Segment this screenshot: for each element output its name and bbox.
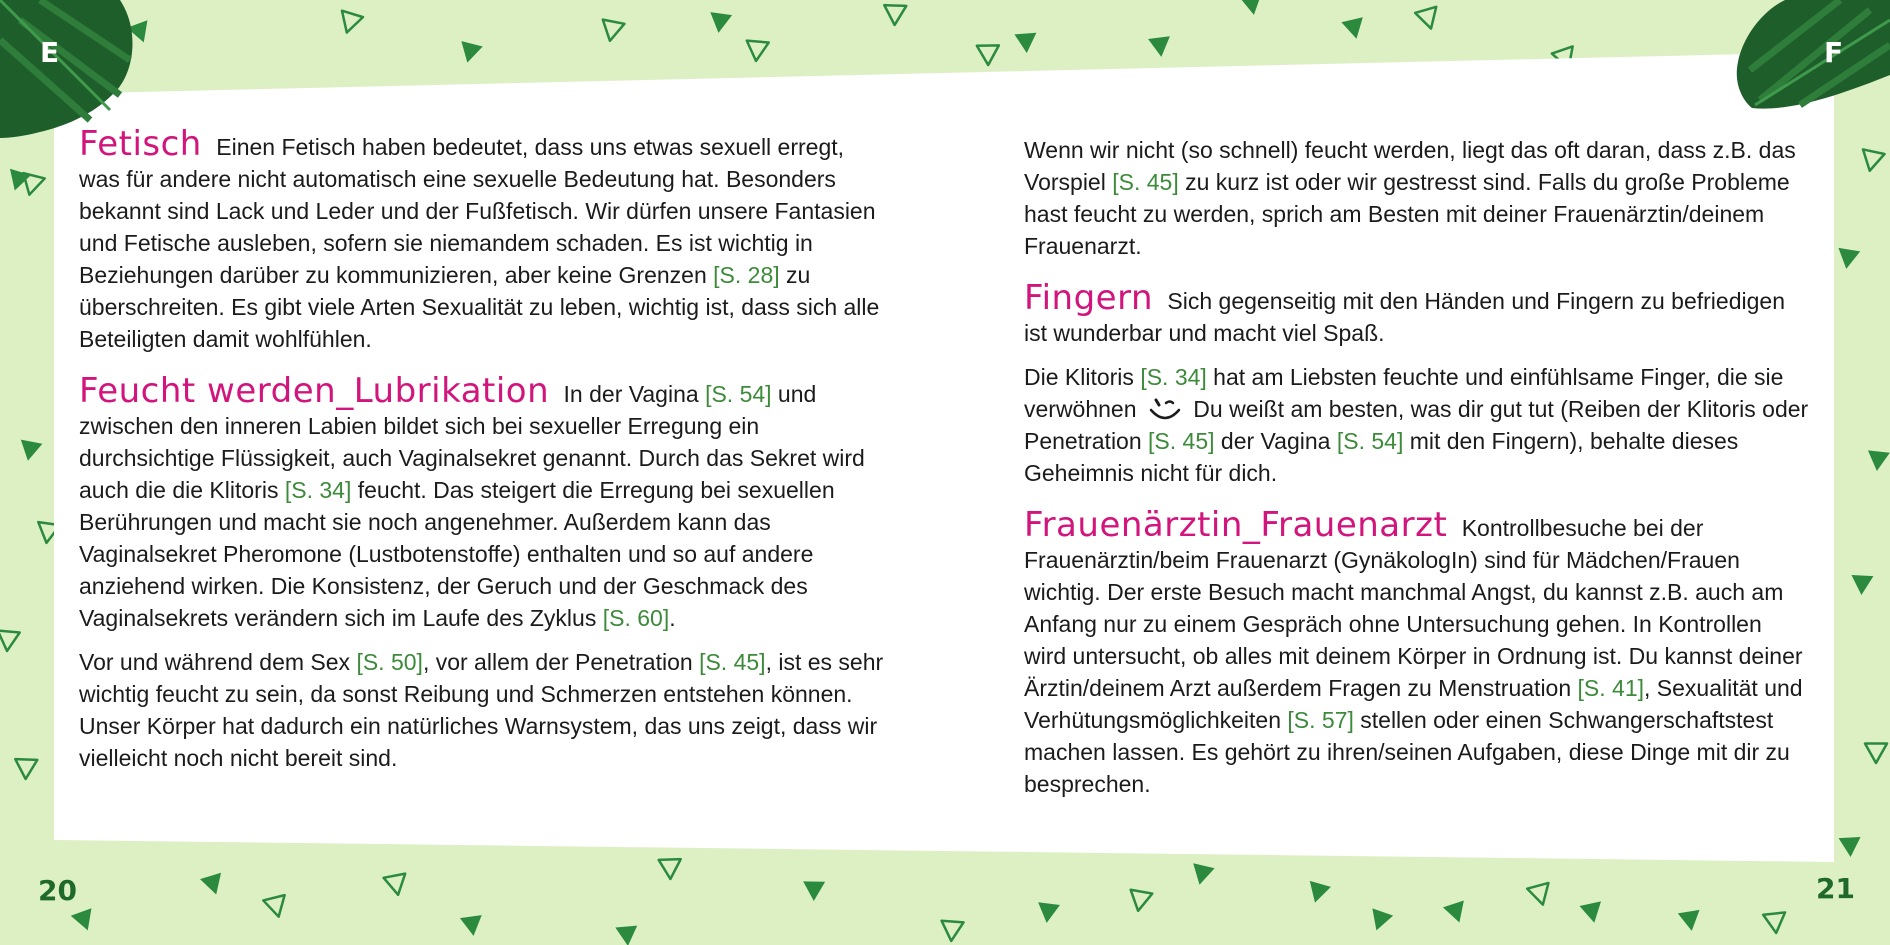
triangle-icon	[457, 41, 483, 65]
triangle-icon	[336, 11, 363, 36]
entry-feucht-werden	[79, 371, 889, 634]
page-reference[interactable]: [S. 28]	[713, 262, 780, 288]
term-heading: Frauenärztin_Frauenarzt	[1024, 505, 1448, 545]
entry-fetisch	[79, 124, 889, 355]
body-text: , ist es sehr wichtig feucht zu sein, da sonst Reibung und Schmerzen entstehen können. Unser Körper hat dadurch ein natürliches Warnsystem, das uns zeigt, dass wir vielleicht noch nicht bereit sind.	[79, 649, 884, 771]
body-text: Wenn wir nicht (so schnell) feucht werden, liegt das oft daran, dass z.B. das Vorspiel	[1024, 137, 1796, 195]
page-reference[interactable]: [S. 41]	[1577, 675, 1645, 701]
triangle-icon	[1189, 863, 1215, 887]
body-text: der Vagina	[1214, 428, 1337, 454]
triangle-icon	[1835, 248, 1860, 271]
page-reference[interactable]: [S. 34]	[1140, 364, 1207, 390]
triangle-icon	[1148, 36, 1172, 58]
page-reference[interactable]: [S. 45]	[1112, 169, 1179, 195]
triangle-icon	[977, 45, 999, 65]
page-number-right: 21	[1816, 872, 1855, 905]
body-text: zu überschreiten. Es gibt viele Arten Sexualität zu leben, wichtig ist, dass sich alle Beteiligten damit wohlfühlen.	[79, 262, 880, 352]
triangle-icon	[1036, 902, 1060, 924]
page-reference[interactable]: [S. 60]	[602, 605, 670, 631]
term-heading: Feucht werden_Lubrikation	[79, 371, 550, 411]
section-letter-left: E	[40, 36, 60, 69]
triangle-icon	[708, 12, 732, 34]
triangle-icon	[659, 859, 682, 879]
triangle-icon	[884, 5, 907, 25]
page-reference[interactable]: [S. 45]	[699, 649, 766, 675]
page-reference[interactable]: [S. 54]	[1336, 428, 1404, 454]
triangle-icon	[1839, 837, 1862, 858]
triangle-icon	[1859, 149, 1885, 173]
body-text: zu kurz ist oder wir gestresst sind. Falls du große Probleme hast feucht zu werden, sprich am Besten mit deiner Frauenärztin/deinem Frauenarzt.	[1024, 169, 1790, 259]
body-text: und zwischen den inneren Labien bildet sich bei sexueller Erregung ein durchsichtige Flüssigkeit, auch Vaginalsekret genannt. Durch das Sekret wird auch die die Klitoris	[79, 381, 865, 503]
body-text: Die Klitoris	[1024, 364, 1141, 390]
triangle-icon	[940, 921, 963, 942]
term-heading: Fingern	[1024, 278, 1154, 318]
body-text: , Sexualität und Verhütungsmöglichkeiten	[1024, 675, 1803, 733]
body-text: Vor und während dem Sex	[79, 649, 357, 675]
body-text: Kontrollbesuche bei der Frauenärztin/beim Frauenarzt (GynäkologIn) sind für Mädchen/Frauen wichtig. Der erste Besuch macht manchmal Angst, du kannst z.B. auch am Anfang nur zu einem Gespräch ohne Untersuchung gehen. In Kontrollen wird untersucht, ob alles mit deinem Körper in Ordnung ist. Du kannst deiner Ärztin/deinem Arzt außerdem Fragen zu Menstruation	[1024, 515, 1803, 701]
paragraph-feucht-continued	[1024, 134, 1810, 262]
body-text: .	[669, 605, 676, 631]
triangle-icon	[1415, 7, 1442, 32]
triangle-icon	[1850, 575, 1873, 596]
triangle-icon	[1866, 450, 1890, 472]
body-text: stellen oder einen Schwangerschaftstest machen lassen. Es gehört zu ihren/seinen Aufgaben, diese Dinge mit dir zu besprechen.	[1024, 707, 1790, 797]
page-reference[interactable]: [S. 54]	[705, 381, 772, 407]
triangle-icon	[0, 631, 20, 652]
triangle-icon	[1443, 901, 1470, 926]
right-column	[1024, 134, 1810, 800]
body-text: In der Vagina	[557, 381, 706, 407]
triangle-icon	[1527, 883, 1553, 907]
body-text: Einen Fetisch haben bedeutet, dass uns etwas sexuell erregt, was für andere nicht automatisch eine sexuelle Bedeutung hat. Besonders bekannt sind Lack und Leder und der Fußfetisch. Wir dürfen unsere Fantasien und Fetische ausleben, sofern sie niemandem schaden. Es ist wichtig in Beziehungen darüber zu kommunizieren, aber keine Grenzen	[79, 134, 876, 288]
paragraph-klitoris	[1024, 361, 1810, 489]
page-reference[interactable]: [S. 45]	[1148, 428, 1215, 454]
triangle-icon	[745, 41, 769, 62]
triangle-icon	[599, 20, 624, 43]
body-text: Sich gegenseitig mit den Händen und Fingern zu befriedigen ist wunderbar und macht viel Spaß.	[1024, 288, 1785, 346]
triangle-icon	[1579, 901, 1605, 925]
triangle-icon	[1341, 17, 1367, 41]
body-text: hat am Liebsten feuchte und einfühlsame Finger, die sie verwöhnen	[1024, 364, 1784, 422]
triangle-icon	[1304, 881, 1331, 906]
page-reference[interactable]: [S. 57]	[1287, 707, 1354, 733]
triangle-icon	[1865, 744, 1887, 763]
entry-frauenaerztin	[1024, 505, 1810, 800]
triangle-icon	[1240, 0, 1265, 17]
triangle-icon	[71, 908, 98, 934]
triangle-icon	[263, 895, 289, 919]
body-text: , vor allem der Penetration	[422, 649, 700, 675]
section-letter-right: F	[1824, 36, 1844, 69]
winking-smiley-icon	[1147, 394, 1183, 424]
entry-fingern	[1024, 278, 1810, 349]
triangle-icon	[1678, 910, 1703, 933]
triangle-icon	[1763, 912, 1787, 934]
page-reference[interactable]: [S. 34]	[284, 477, 352, 503]
body-text: feucht. Das steigert die Erregung bei sexuellen Berührungen und macht sie noch angenehmer. Außerdem kann das Vaginalsekret Pheromone (Lustbotenstoffe) enthalten und so auf andere anziehend wirken. Die Konsistenz, der Geruch und der Geschmack des Vaginalsekrets verändern sich im Laufe des Zyklus	[79, 477, 835, 631]
page-reference[interactable]: [S. 50]	[356, 649, 423, 675]
body-text: Du weißt am besten, was dir gut tut (Reiben der Klitoris oder Penetration	[1024, 396, 1809, 454]
triangle-icon	[17, 440, 42, 463]
left-column	[79, 124, 889, 774]
triangle-icon	[200, 873, 227, 898]
triangle-icon	[460, 915, 484, 937]
monstera-leaf-icon	[1730, 0, 1890, 115]
triangle-icon	[615, 926, 639, 945]
triangle-icon	[1127, 890, 1152, 913]
body-text: mit den Fingern), behalte dieses Geheimnis nicht für dich.	[1024, 428, 1739, 486]
triangle-icon	[1366, 908, 1393, 934]
page-number-left: 20	[38, 874, 77, 907]
triangle-icon	[15, 759, 38, 779]
triangle-icon	[1014, 33, 1037, 54]
paragraph-penetration	[79, 646, 889, 774]
triangle-icon	[803, 881, 825, 901]
term-heading: Fetisch	[79, 124, 202, 164]
triangle-icon	[384, 874, 409, 897]
